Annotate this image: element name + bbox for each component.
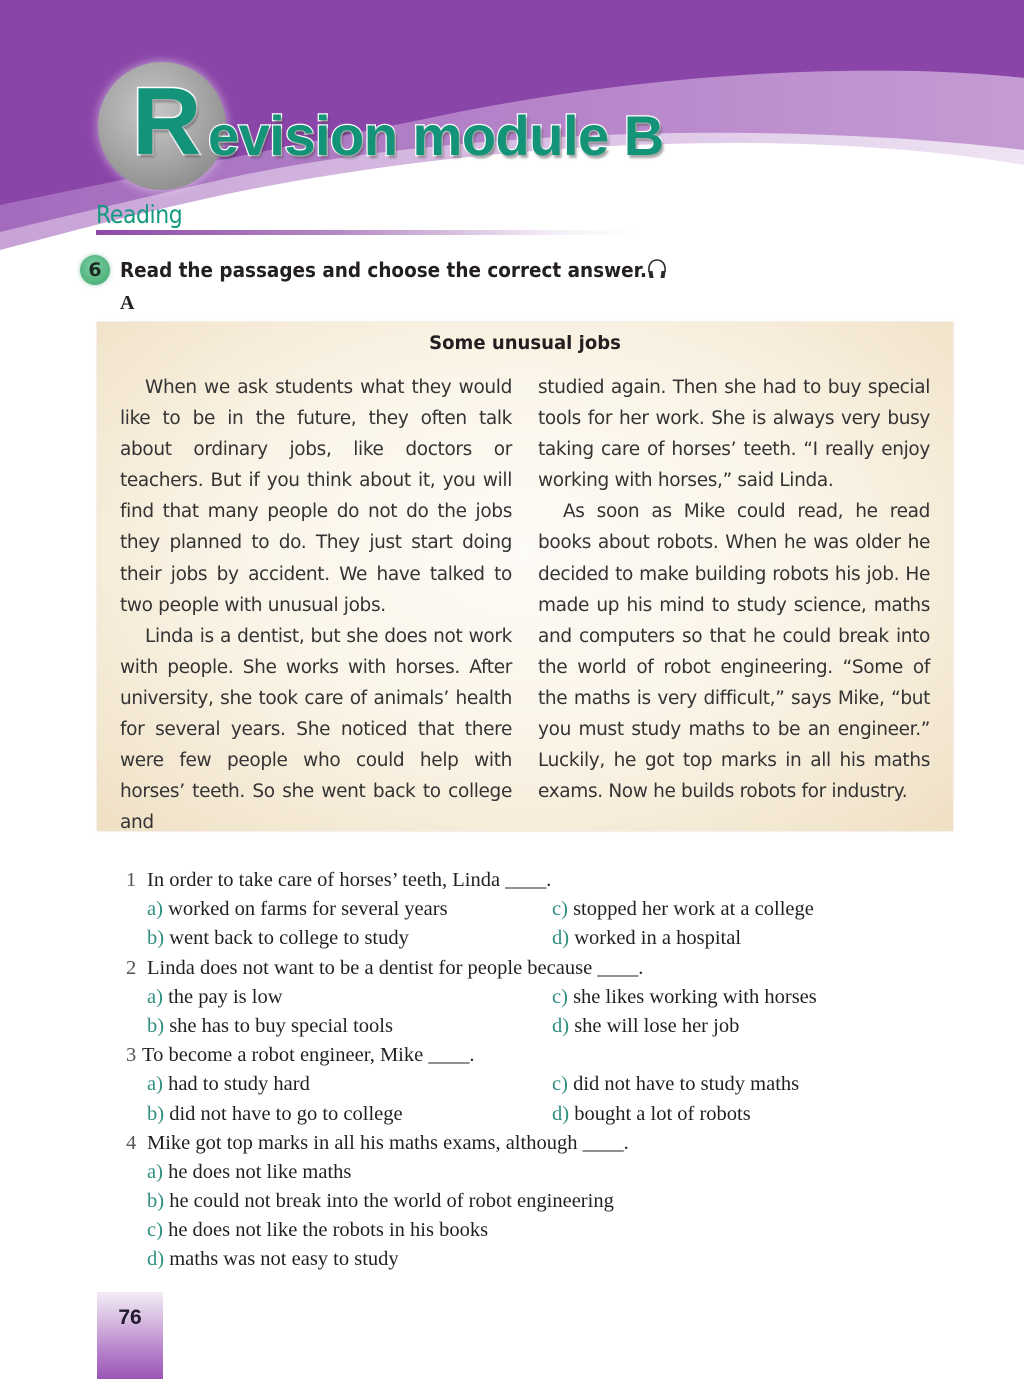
option-text: she has to buy special tools — [169, 1014, 393, 1037]
question-number: 2 — [126, 956, 137, 979]
option-row — [126, 1187, 886, 1216]
question-stem — [126, 1129, 886, 1158]
passage-label: A — [120, 292, 135, 314]
section-heading: Reading — [96, 200, 183, 229]
option-letter: d) — [552, 927, 570, 950]
option-letter: c) — [147, 1219, 163, 1242]
answer-option[interactable] — [552, 983, 817, 1012]
answer-option[interactable] — [552, 1100, 751, 1129]
option-letter: a) — [147, 985, 163, 1008]
title-initial: R — [132, 68, 202, 175]
answer-option[interactable] — [147, 983, 283, 1012]
headphones-icon[interactable] — [646, 257, 668, 281]
question-number: 1 — [126, 869, 137, 891]
option-row — [126, 1070, 886, 1099]
option-letter: b) — [147, 927, 165, 950]
answer-option[interactable] — [147, 1158, 351, 1187]
passage-title: Some unusual jobs — [429, 332, 621, 354]
page-number-tab — [97, 1292, 163, 1379]
option-text: did not have to study maths — [573, 1073, 800, 1096]
answer-option[interactable] — [147, 1245, 399, 1274]
option-row — [126, 1158, 886, 1187]
option-text: did not have to go to college — [169, 1102, 403, 1125]
option-text: he does not like the robots in his books — [168, 1219, 489, 1242]
option-row — [126, 983, 886, 1012]
reading-passage — [97, 322, 953, 834]
answer-option[interactable] — [147, 1070, 310, 1099]
question-text: Mike got top marks in all his maths exams, although ____. — [147, 1131, 629, 1154]
question-list — [126, 866, 886, 1275]
answer-option[interactable] — [147, 924, 409, 953]
answer-option[interactable] — [147, 1012, 393, 1041]
option-letter: a) — [147, 1160, 163, 1183]
title-text: evision module B — [208, 104, 664, 167]
passage-paragraph: As soon as Mike could read, he read books about robots. When he was older he decided to make building robots his job. He made up his mind to study science, maths and computers so that he could break into the world of robot engineering. “Some of the maths is very difficult,” says Mike, “but you must study maths to be an engineer.” Luckily, he got top marks in all his maths exams. Now he builds robots for industry. — [538, 501, 930, 803]
exercise-number-badge: 6 — [80, 255, 110, 285]
option-letter: d) — [552, 1014, 570, 1037]
option-text: stopped her work at a college — [573, 898, 814, 921]
option-letter: c) — [552, 985, 568, 1008]
question-stem — [126, 1041, 886, 1070]
option-text: had to study hard — [168, 1073, 310, 1096]
option-letter: b) — [147, 1014, 165, 1037]
option-text: the pay is low — [168, 985, 283, 1008]
answer-option[interactable] — [552, 1070, 799, 1099]
option-row — [126, 895, 886, 924]
section-divider — [96, 230, 636, 235]
answer-option[interactable] — [147, 1187, 614, 1216]
option-text: he does not like maths — [168, 1160, 352, 1183]
page-number: 76 — [118, 1306, 142, 1329]
question-stem — [126, 866, 886, 895]
exercise-header — [80, 254, 693, 286]
answer-option[interactable] — [552, 924, 741, 953]
option-letter: c) — [552, 898, 568, 921]
option-letter: d) — [552, 1102, 570, 1125]
answer-option[interactable] — [147, 1216, 488, 1245]
option-letter: b) — [147, 1190, 165, 1213]
option-letter: b) — [147, 1102, 165, 1125]
option-row — [126, 1012, 886, 1041]
option-text: she will lose her job — [574, 1014, 740, 1037]
question-text: In order to take care of horses’ teeth, Linda ____. — [147, 869, 552, 891]
question-stem — [126, 954, 886, 983]
option-text: maths was not easy to study — [169, 1248, 399, 1271]
option-letter: a) — [147, 1073, 163, 1096]
passage-paragraph: Linda is a dentist, but she does not work with people. She works with horses. After university, she took care of animals’ health for several years. She noticed that there were few people who could help with horses’ teeth. So she went back to college and — [120, 625, 512, 834]
passage-column-right — [538, 372, 930, 807]
option-row — [126, 924, 886, 953]
option-letter: d) — [147, 1248, 165, 1271]
option-text: worked on farms for several years — [168, 898, 448, 921]
passage-paragraph: studied again. Then she had to buy special tools for her work. She is always very busy taking care of horses’ teeth. “I really enjoy working with horses,” said Linda. — [538, 377, 930, 492]
answer-option[interactable] — [147, 1100, 403, 1129]
module-title — [98, 62, 738, 192]
passage-paragraph: When we ask students what they would like to be in the future, they often talk about ordinary jobs, like doctors or teachers. But if you think about it, you will find that many people do not do the jobs they planned to do. They just start doing their jobs by accident. We have talked to two people with unusual jobs. — [120, 377, 512, 616]
option-text: bought a lot of robots — [574, 1102, 751, 1125]
question-text: Linda does not want to be a dentist for people because ____. — [147, 956, 644, 979]
option-letter: c) — [552, 1073, 568, 1096]
answer-option[interactable] — [552, 895, 814, 924]
answer-option[interactable] — [552, 1012, 739, 1041]
option-text: she likes working with horses — [573, 985, 817, 1008]
option-row — [126, 1245, 886, 1274]
question-number: 3 — [126, 1044, 137, 1067]
option-text: worked in a hospital — [574, 927, 742, 950]
option-row — [126, 1216, 886, 1245]
option-text: he could not break into the world of robot engineering — [169, 1190, 614, 1213]
question-text: To become a robot engineer, Mike ____. — [142, 1044, 475, 1067]
option-row — [126, 1100, 886, 1129]
option-letter: a) — [147, 898, 163, 921]
question-number: 4 — [126, 1131, 137, 1154]
answer-option[interactable] — [147, 895, 448, 924]
passage-column-left — [120, 372, 512, 838]
option-text: went back to college to study — [169, 927, 409, 950]
exercise-instruction: Read the passages and choose the correct answer. — [120, 258, 648, 282]
